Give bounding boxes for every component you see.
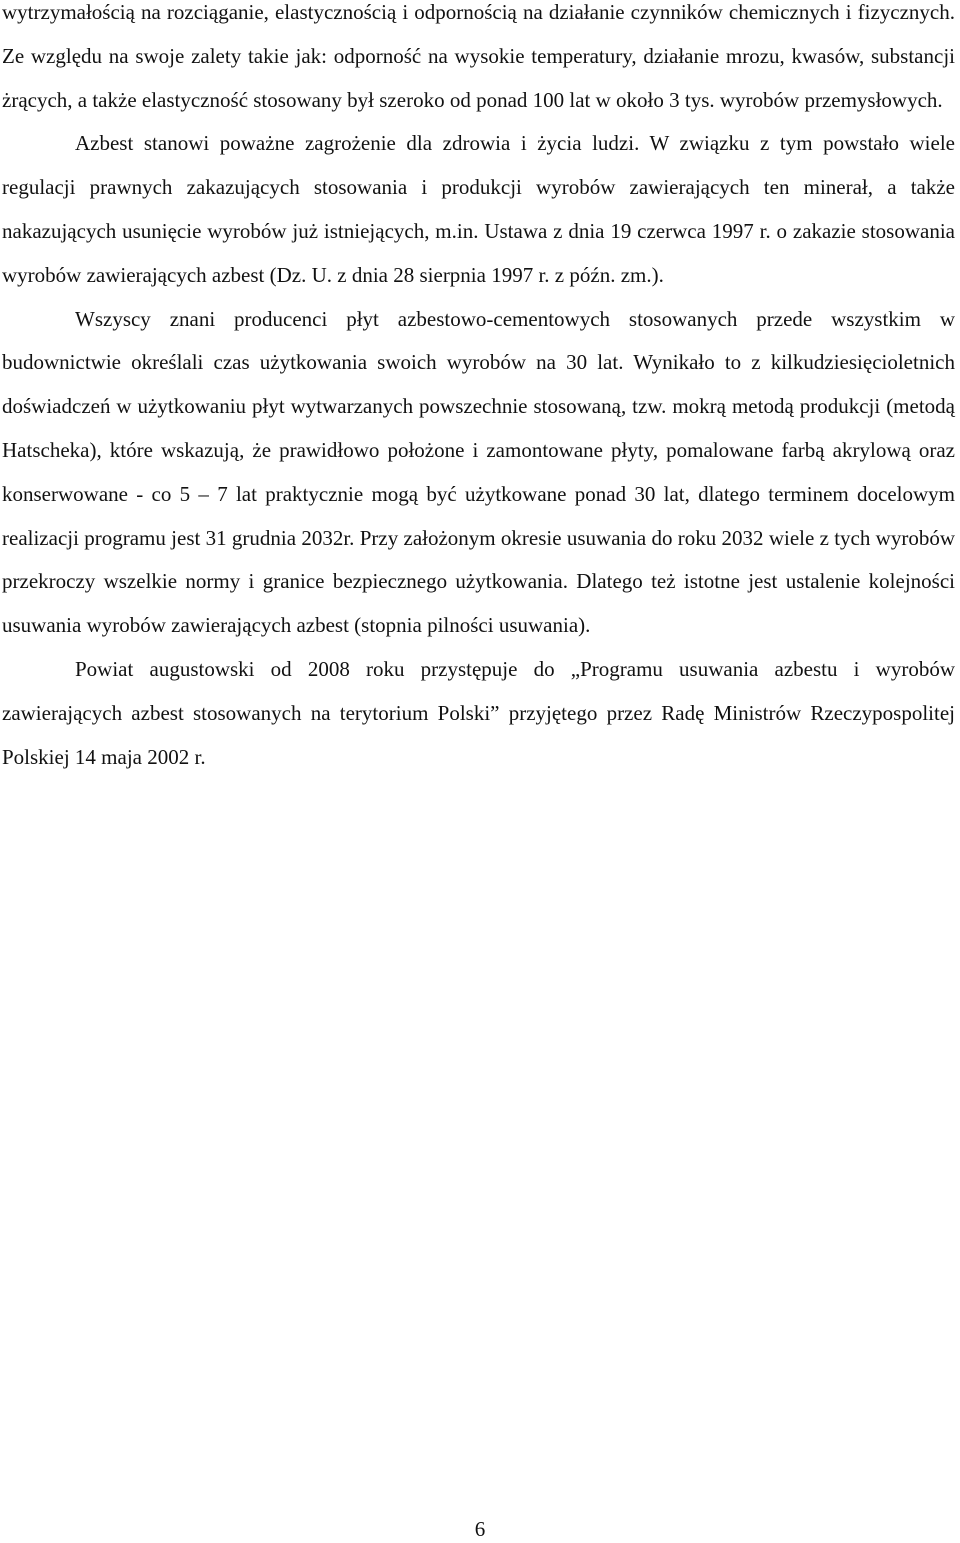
document-body: [2, 0, 955, 779]
paragraph-powiat-program: Powiat augustowski od 2008 roku przystępuje do „Programu usuwania azbestu i wyrobów zawierających azbest stosowanych na terytorium Polski” przyjętego przez Radę Ministrów Rzeczypospolitej Polskiej 14 maja 2002 r.: [2, 656, 955, 769]
paragraph-producers: Wszyscy znani producenci płyt azbestowo-cementowych stosowanych przede wszystkim w budownictwie określali czas użytkowania swoich wyrobów na 30 lat. Wynikało to z kilkudziesięcioletnich doświadczeń w użytkowaniu płyt wytwarzanych powszechnie stosowaną, tzw. mokrą metodą produkcji (metodą Hatscheka), które wskazują, że prawidłowo położone i zamontowane płyty, pomalowane farbą akrylową oraz konserwowane - co 5 – 7 lat praktycznie mogą być użytkowane ponad 30 lat, dlatego terminem docelowym realizacji programu jest 31 grudnia 2032r. Przy założonym okresie usuwania do roku 2032 wiele z tych wyrobów przekroczy wszelkie normy i granice bezpiecznego użytkowania. Dlatego też istotne jest ustalenie kolejności usuwania wyrobów zawierających azbest (stopnia pilności usuwania).: [2, 306, 955, 638]
paragraph-continuation: wytrzymałością na rozciąganie, elastycznością i odpornością na działanie czynników chemicznych i fizycznych. Ze względu na swoje zalety takie jak: odporność na wysokie temperatury, działanie mrozu, kwasów, substancji żrących, a także elastyczność stosowany był szeroko od ponad 100 lat w około 3 tys. wyrobów przemysłowych.: [2, 0, 955, 112]
paragraph-asbestos-hazard: Azbest stanowi poważne zagrożenie dla zdrowia i życia ludzi. W związku z tym powstało wiele regulacji prawnych zakazujących stosowania i produkcji wyrobów zawierających ten minerał, a także nakazujących usunięcie wyrobów już istniejących, m.in. Ustawa z dnia 19 czerwca 1997 r. o zakazie stosowania wyrobów zawierających azbest (Dz. U. z dnia 28 sierpnia 1997 r. z późn. zm.).: [2, 131, 955, 287]
page-number: 6: [474, 1517, 486, 1541]
